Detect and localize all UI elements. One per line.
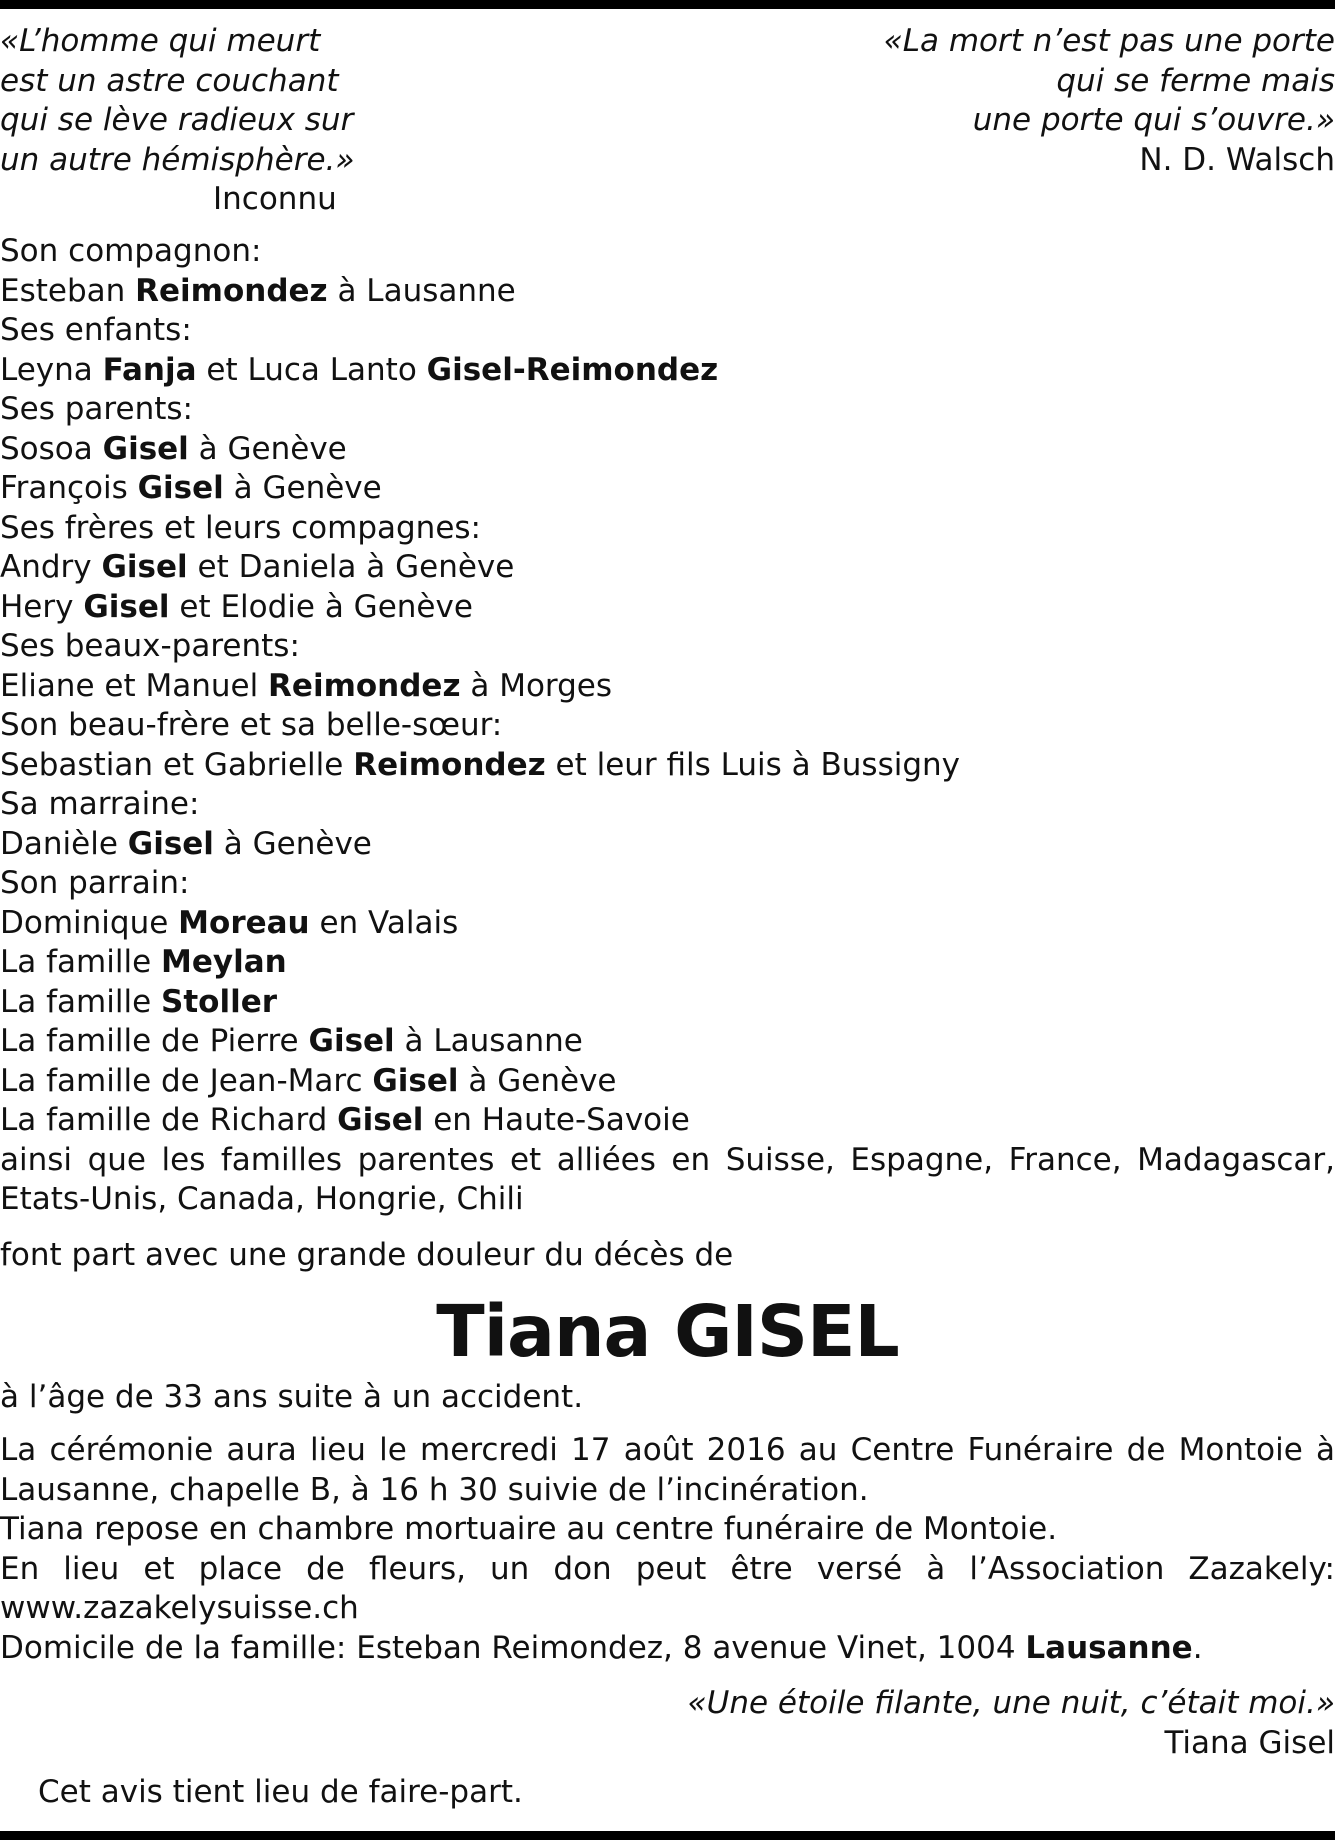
family-text: La famille	[0, 944, 161, 980]
domicile-line	[0, 1629, 1335, 1669]
family-text: Sebastian et Gabrielle	[0, 746, 354, 783]
family-text: en Haute-Savoie	[423, 1102, 690, 1138]
family-text: Son compagnon:	[0, 233, 262, 269]
family-surname: Gisel-Reimondez	[426, 351, 719, 388]
family-text: et leur fils Luis à Bussigny	[545, 746, 961, 783]
family-line	[0, 983, 1335, 1023]
deceased-name: Tiana GISEL	[436, 1290, 899, 1373]
family-line	[0, 390, 1335, 430]
family-text: François	[0, 470, 138, 506]
family-line	[0, 351, 1335, 391]
family-surname: Gisel	[127, 825, 214, 862]
family-line	[0, 430, 1335, 470]
notice-text: Cet avis tient lieu de faire-part.	[38, 1774, 523, 1810]
family-list	[0, 232, 1335, 1220]
quote-left-author: Inconnu	[213, 181, 337, 217]
family-text: Dominique	[0, 904, 179, 941]
ceremony-block	[0, 1431, 1335, 1668]
family-surname: Moreau	[178, 904, 310, 941]
family-surname: Fanja	[102, 351, 197, 388]
family-lines	[0, 232, 1335, 1141]
family-text: et Elodie à Genève	[169, 588, 473, 625]
family-text: et Daniela à Genève	[187, 549, 515, 585]
family-text: Sa marraine:	[0, 786, 200, 822]
quote-right-line: «La mort n’est pas une porte	[883, 23, 1335, 59]
quote-left-line: est un astre couchant	[0, 62, 339, 99]
family-surname: Gisel	[372, 1062, 459, 1099]
family-line	[0, 232, 1335, 272]
family-surname: Gisel	[101, 549, 188, 585]
family-text: Son beau-frère et sa belle-sœur:	[0, 707, 503, 743]
family-surname: Gisel	[337, 1102, 424, 1138]
family-text: Ses parents:	[0, 391, 193, 427]
bottom-rule	[0, 1831, 1335, 1840]
donation-text: En lieu et place de fleurs, un don peut être versé à l’Association Zazakely:	[0, 1550, 1335, 1587]
family-text: à Genève	[188, 430, 347, 467]
family-text: à Morges	[460, 667, 613, 704]
ceremony-text: La cérémonie aura lieu le mercredi 17 août 2016 au Centre Funéraire de Montoie à Lausanne, chapelle B, à 16 h 30 suivie de l’incinération.	[0, 1432, 1335, 1508]
family-text: à Genève	[458, 1062, 617, 1099]
family-line	[0, 627, 1335, 667]
family-text: Son parrain:	[0, 865, 190, 901]
family-text: à Genève	[223, 470, 382, 506]
family-line	[0, 943, 1335, 983]
family-text: Esteban	[0, 272, 136, 309]
closing-quote-author: Tiana Gisel	[1164, 1724, 1335, 1761]
family-text: Ses enfants:	[0, 312, 192, 348]
family-text: La famille	[0, 983, 161, 1020]
family-line	[0, 272, 1335, 312]
quote-left-line: un autre hémisphère.»	[0, 141, 355, 178]
closing-quote-text: «Une étoile filante, une nuit, c’était moi.»	[687, 1685, 1335, 1721]
top-rule	[0, 0, 1335, 9]
family-surname: Reimondez	[135, 272, 328, 309]
quote-right-author: N. D. Walsch	[1139, 141, 1335, 178]
family-line	[0, 1101, 1335, 1141]
family-surname: Meylan	[161, 944, 287, 980]
quote-right	[635, 22, 1335, 180]
family-text: Ses frères et leurs compagnes:	[0, 509, 481, 546]
family-text: Eliane et Manuel	[0, 667, 269, 704]
family-line	[0, 588, 1335, 628]
domicile-city: Lausanne	[1025, 1629, 1193, 1666]
family-text: Sosoa	[0, 430, 103, 467]
quote-left	[0, 22, 600, 220]
family-text: en Valais	[309, 904, 459, 941]
family-line	[0, 864, 1335, 904]
family-line	[0, 1062, 1335, 1102]
family-surname: Stoller	[161, 983, 278, 1020]
family-surname: Gisel	[137, 470, 224, 506]
family-text: Danièle	[0, 825, 128, 862]
family-surname: Reimondez	[353, 746, 546, 783]
family-text: Andry	[0, 549, 102, 585]
family-surname: Gisel	[102, 430, 189, 467]
quote-right-line: qui se ferme mais	[1056, 62, 1335, 99]
family-surname: Reimondez	[268, 667, 461, 704]
family-line	[0, 311, 1335, 351]
family-text: La famille de Pierre	[0, 1023, 309, 1059]
family-line	[0, 904, 1335, 944]
alliance-text: ainsi que les familles parentes et alliées en Suisse, Espagne, France, Madagascar, Etats-Unis, Canada, Hongrie, Chili	[0, 1141, 1335, 1217]
family-line	[0, 825, 1335, 865]
family-text: Ses beaux-parents:	[0, 628, 300, 664]
family-text: La famille de Jean-Marc	[0, 1062, 373, 1099]
age-text: à l’âge de 33 ans suite à un accident.	[0, 1379, 584, 1415]
family-line	[0, 667, 1335, 707]
closing-quote	[688, 1684, 1335, 1763]
family-text: Leyna	[0, 351, 103, 388]
family-line	[0, 746, 1335, 786]
family-text: Hery	[0, 588, 84, 625]
donation-url: www.zazakelysuisse.ch	[0, 1590, 359, 1626]
family-line	[0, 509, 1335, 549]
family-line	[0, 469, 1335, 509]
domicile-end: .	[1192, 1629, 1203, 1666]
quote-left-line: qui se lève radieux sur	[0, 102, 354, 138]
family-line	[0, 1022, 1335, 1062]
domicile-text: Domicile de la famille: Esteban Reimondez, 8 avenue Vinet, 1004	[0, 1629, 1026, 1666]
family-surname: Gisel	[83, 588, 170, 625]
family-line	[0, 785, 1335, 825]
family-text: à Lausanne	[327, 272, 516, 309]
family-text: et Luca Lanto	[196, 351, 427, 388]
family-text: à Lausanne	[394, 1023, 583, 1059]
family-line	[0, 706, 1335, 746]
family-surname: Gisel	[308, 1023, 395, 1059]
family-line	[0, 548, 1335, 588]
quote-left-line: «L’homme qui meurt	[0, 23, 321, 59]
announcement-text: font part avec une grande douleur du décès de	[0, 1237, 734, 1273]
quote-right-line: une porte qui s’ouvre.»	[972, 102, 1335, 138]
family-text: à Genève	[213, 825, 372, 862]
family-text: La famille de Richard	[0, 1102, 338, 1138]
repose-text: Tiana repose en chambre mortuaire au centre funéraire de Montoie.	[0, 1511, 1058, 1547]
